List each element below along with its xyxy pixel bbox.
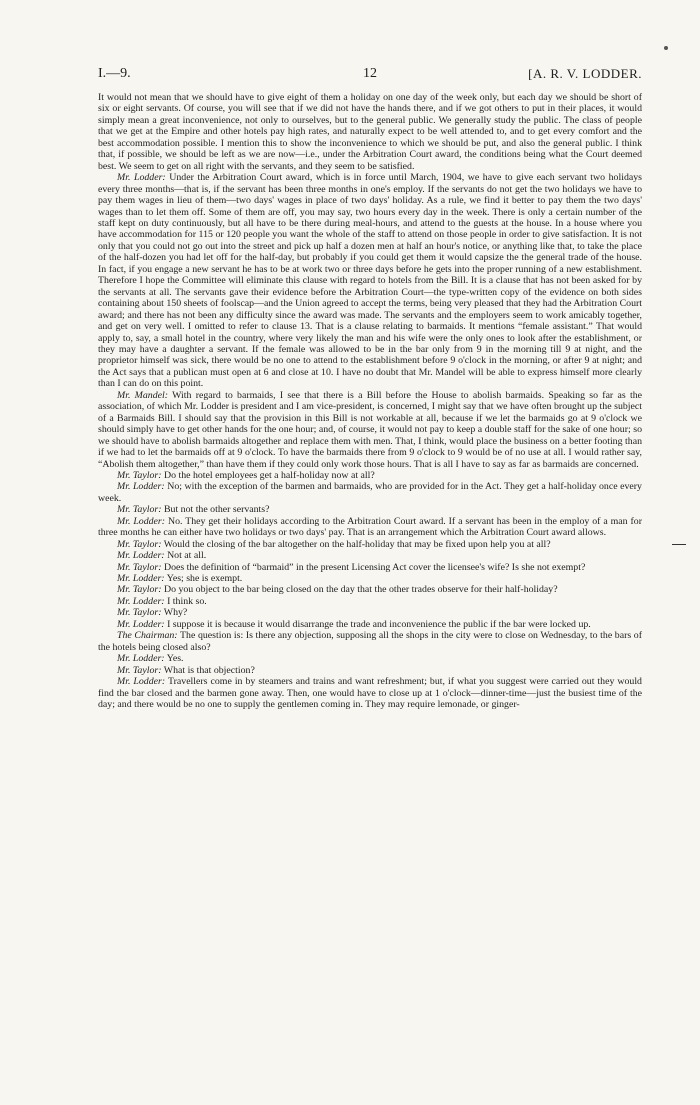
page-body (98, 92, 642, 710)
witness-name: [A. R. V. LODDER. (528, 66, 642, 81)
paragraph: Mr. Lodder: Yes; she is exempt. (117, 573, 243, 585)
paragraph: Mr. Lodder: Yes. (117, 653, 184, 665)
speaker: Mr. Lodder: (117, 618, 165, 630)
paragraph: Mr. Taylor: Why? (117, 607, 188, 619)
speaker: Mr. Lodder: (117, 515, 166, 527)
speaker: Mr. Lodder: (117, 653, 165, 665)
speaker: Mr. Lodder: (117, 481, 165, 493)
speaker: Mr. Lodder: (117, 573, 165, 585)
paragraph: Mr. Taylor: But not the other servants? (117, 504, 270, 516)
speaker: Mr. Lodder: (117, 595, 165, 607)
speaker: Mr. Taylor: (117, 664, 162, 676)
speaker: Mr. Taylor: (117, 607, 162, 619)
speaker: Mr. Lodder: (117, 172, 166, 184)
paragraph: Mr. Mandel: With regard to barmaids, I see that there is a Bill before the House to abolish barmaids. Speaking so far as the association, of which Mr. Lodder is president and I am vice-president, is concerned, I might say that we have often brought up the subject of a Barmaids Bill. I should say that the provision in this Bill is not workable at all, because if we let the barmaids go at 9 o'clock we should simply have to get other hands for the one hour; and, of course, it would not pay to keep a double staff for the sake of one hour; so we should have to abolish barmaids altogether and replace them with men. That, I think, would place the business on a better footing than if we had to let the barmaids off at 9 o'clock. To have the barmaids there from 9 o'clock to 9 would be of no use at all. I would rather say, “Abolish them altogether,” than have them if they could only work those hours. That is all I have to say as far as barmaids are concerned. (98, 389, 642, 470)
document-reference: I.—9. (98, 66, 131, 81)
paragraph: It would not mean that we should have to give eight of them a holiday on one day of the week only, but each day we should be short of six or eight servants. Of course, you will see that if we did not have the hands there, and if we got others to put in their places, it would simply mean a great inconvenience, not only to ourselves, but to the general public. We generally study the public. The class of people that we get at the Empire and other hotels pay high rates, and naturally expect to be well attended to, and to get every comfort and the best accommodation possible. I mention this to show the inconvenience to which we should be put, and also the general public. I think that, if possible, we should be left as we are now—i.e., under the Arbitration Court award, the conditions being what the Court deemed best. We seem to get on all right with the servants, and they seem to be satisfied. (98, 92, 642, 172)
paragraph: Mr. Lodder: I suppose it is because it would disarrange the trade and inconvenience the public if the bar were locked up. (117, 618, 591, 630)
paragraph: Mr. Lodder: No; with the exception of the barmen and barmaids, who are provided for in the Act. They get a half-holiday once every week. (98, 481, 642, 504)
margin-mark (664, 46, 668, 50)
speaker: Mr. Taylor: (117, 504, 162, 516)
speaker: Mr. Mandel: (117, 389, 169, 401)
paragraph: Mr. Lodder: No. They get their holidays according to the Arbitration Court award. If a servant has been in the employ of a man for three months he can either have two holidays or two days' pay. That is an arrangement which the Arbitration Court award allows. (98, 515, 642, 539)
paragraph: Mr. Taylor: Would the closing of the bar altogether on the half-holiday that may be fixed upon help you at all? (117, 538, 551, 550)
speaker: Mr. Taylor: (117, 538, 162, 550)
paragraph: Mr. Lodder: Travellers come in by steamers and trains and want refreshment; but, if what you suggest were carried out they would find the bar closed and the barmen gone away. Then, one would have to close up at 1 o'clock—dinner-time—just the busiest time of the day; and there would be no one to supply the gentlemen coming in. They may require lemonade, or ginger- (98, 676, 642, 711)
page-header (98, 66, 642, 86)
paragraph: Mr. Taylor: What is that objection? (117, 664, 255, 676)
paragraph: Mr. Lodder: Not at all. (117, 550, 207, 562)
paragraph: Mr. Taylor: Do you object to the bar being closed on the day that the other trades observe for their half-holiday? (117, 584, 558, 596)
speaker: Mr. Lodder: (117, 550, 165, 562)
speaker: Mr. Lodder: (117, 676, 166, 688)
speaker: The Chairman: (117, 630, 178, 642)
margin-mark (672, 544, 686, 545)
paragraph: The Chairman: The question is: Is there any objection, supposing all the shops in the city were to close on Wednesday, to the bars of the hotels being closed also? (98, 630, 642, 653)
paragraph: Mr. Taylor: Do the hotel employees get a half-holiday now at all? (117, 469, 375, 481)
paragraph: Mr. Lodder: Under the Arbitration Court award, which is in force until March, 1904, we have to give each servant two holidays every three months—that is, if the servant has been three months in one's employ. If the servants do not get the two holidays we have to pay them wages in lieu of them—two days' wages in place of two days' holiday. As a rule, we find it better to pay them the two days' wages than to let them off. Some of them are off, you may say, two hours every day in the week. There is only a certain number of the staff kept on duty continuously, but all have to be there during meal-hours, and attend to the guests at the house. In a house where you have accommodation for 115 or 120 people you want the whole of the staff to attend on those people in order to give satisfaction. It is not only that you could not go out into the street and pick up half a dozen men at half an hour's notice, or anything like that, to take the place of the half-dozen you had let off for the half-day, but probably if you could get them it would capsize the the general trade of the house. In fact, if you engage a new servant he has to be at work two or three days before he gets into the proper running of a new establishment. Therefore I hope the Committee will eliminate this clause with regard to hotels from the Bill. It is a clause that has not been asked for by the servants at all. The servants gave their evidence before the Arbitration Court—the type-written copy of the evidence on both sides containing about 150 sheets of foolscap—and the Union agreed to accept the terms, being very pleased that they had the Arbitration Court award; and there has not been any difficulty since the award was made. The servants and the employers seem to work amicably together, and get on very well. I omitted to refer to clause 13. That is a clause relating to barmaids. It mentions “female assistant.” That would apply to, say, a small hotel in the country, where very likely the man and his wife were the only ones to look after the establishment, or they may have a daughter a servant. If the female was allowed to be in the bar only from 9 in the morning till 9 at night, and the proprietor himself was sick, there would be no one to attend to the establishment before 9 o'clock in the morning, or after 9 at night; and the Act says that a publican must open at 6 and close at 10. I have no doubt that Mr. Mandel will be able to express himself more clearly than I can do on this point. (98, 172, 642, 390)
paragraph: Mr. Taylor: Does the definition of “barmaid” in the present Licensing Act cover the licensee's wife? Is she not exempt? (117, 561, 586, 573)
page-number: 12 (363, 66, 377, 81)
paragraph: Mr. Lodder: I think so. (117, 595, 207, 607)
speaker: Mr. Taylor: (117, 469, 162, 481)
speaker: Mr. Taylor: (117, 584, 162, 596)
speaker: Mr. Taylor: (117, 561, 162, 573)
